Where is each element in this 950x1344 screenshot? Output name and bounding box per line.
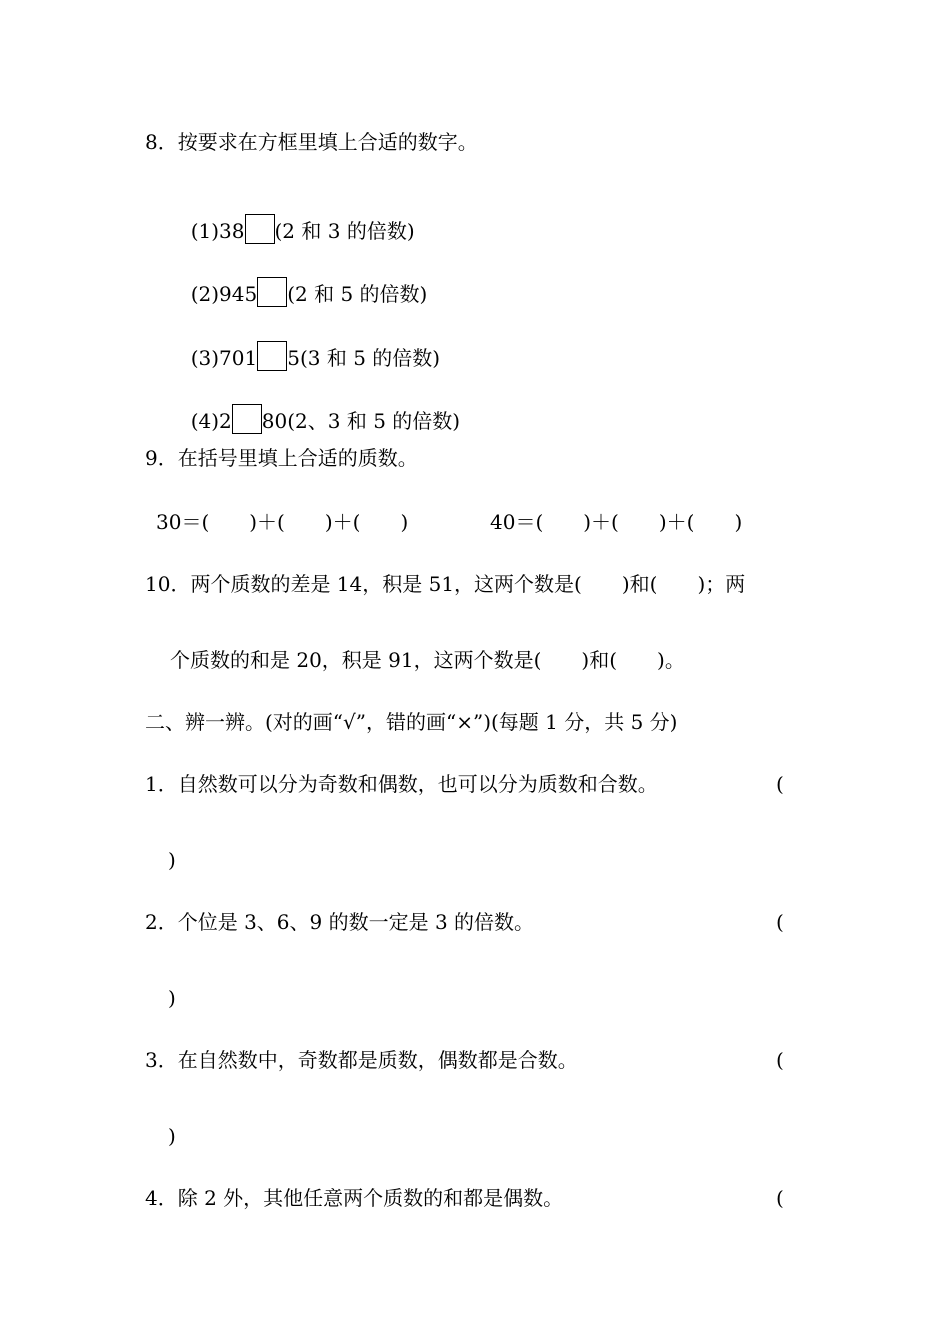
judge-answer-close-paren: ) <box>168 986 176 1010</box>
judge-answer-open-paren[interactable]: ( <box>776 1048 784 1072</box>
item-prefix: (3)701 <box>190 346 258 370</box>
judge-answer-open-paren[interactable]: ( <box>776 910 784 934</box>
item-suffix: (2 和 3 的倍数) <box>274 219 415 243</box>
answer-box[interactable] <box>257 341 287 371</box>
judge-item-1: 1．自然数可以分为奇数和偶数，也可以分为质数和合数。 <box>145 772 658 796</box>
judge-answer-open-paren[interactable]: ( <box>776 1186 784 1210</box>
question-8-item-4 <box>178 380 460 434</box>
question-9-equation-2: 40＝( )＋( )＋( ) <box>490 510 743 534</box>
item-prefix: (4)2 <box>190 409 232 433</box>
question-8-item-1 <box>178 190 415 244</box>
judge-answer-close-paren: ) <box>168 848 176 872</box>
question-10-line-1: 10．两个质数的差是 14，积是 51，这两个数是( )和( )；两 <box>145 572 746 596</box>
item-prefix: (2)945 <box>190 282 258 306</box>
judge-item-3: 3．在自然数中，奇数都是质数，偶数都是合数。 <box>145 1048 578 1072</box>
answer-box[interactable] <box>232 404 262 434</box>
question-9-title: 9．在括号里填上合适的质数。 <box>145 446 418 470</box>
question-10-line-2: 个质数的和是 20，积是 91，这两个数是( )和( )。 <box>170 648 685 672</box>
judge-item-4: 4．除 2 外，其他任意两个质数的和都是偶数。 <box>145 1186 564 1210</box>
answer-box[interactable] <box>245 214 275 244</box>
item-suffix: (2 和 5 的倍数) <box>287 282 428 306</box>
answer-box[interactable] <box>257 277 287 307</box>
judge-answer-open-paren[interactable]: ( <box>776 772 784 796</box>
judge-item-2: 2．个位是 3、6、9 的数一定是 3 的倍数。 <box>145 910 535 934</box>
question-8-item-2 <box>178 253 427 307</box>
section-2-title: 二、辨一辨。(对的画“√”，错的画“×”)(每题 1 分，共 5 分) <box>145 710 678 734</box>
question-9-equation-1: 30＝( )＋( )＋( ) <box>156 510 409 534</box>
question-8-item-3 <box>178 317 440 371</box>
item-suffix: 5(3 和 5 的倍数) <box>287 346 441 370</box>
question-8-title: 8．按要求在方框里填上合适的数字。 <box>145 130 478 154</box>
item-suffix: 80(2、3 和 5 的倍数) <box>261 409 461 433</box>
item-prefix: (1)38 <box>190 219 245 243</box>
judge-answer-close-paren: ) <box>168 1124 176 1148</box>
